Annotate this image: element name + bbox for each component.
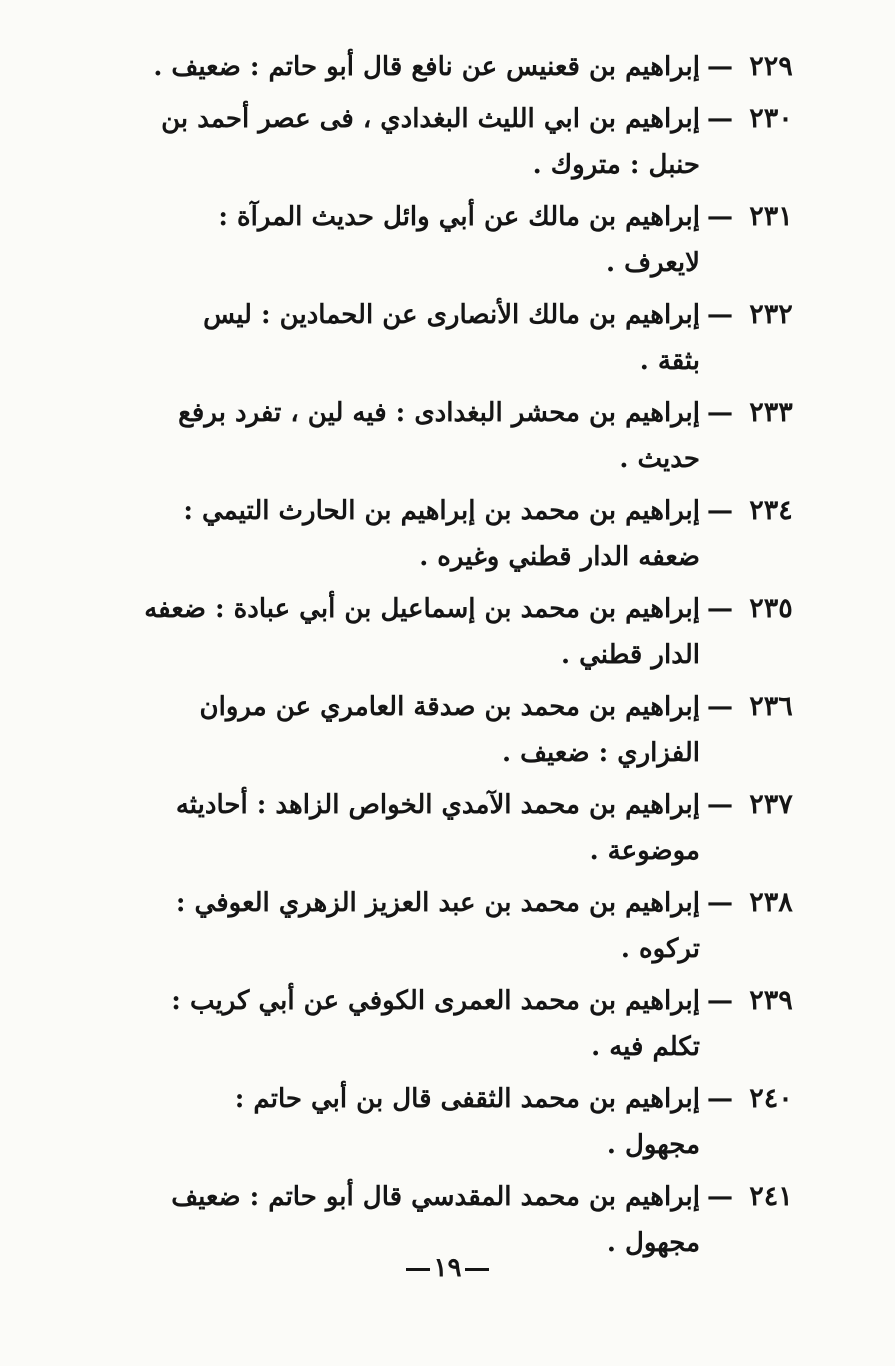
entry-text: [130, 586, 700, 678]
entry-text: [130, 194, 700, 286]
page-number-dash-left: [406, 1268, 430, 1271]
entry-item: [130, 194, 802, 286]
entry-text: [130, 1076, 700, 1168]
entry-text-line: إبراهيم بن محمد الثقفى قال بن أبي حاتم :: [234, 1084, 700, 1114]
entry-item: [130, 978, 802, 1070]
entry-text-line: إبراهيم بن محمد العمرى الكوفي عن أبي كريب :: [171, 986, 700, 1016]
entry-text: [130, 880, 700, 972]
entry-text-line: موضوعة .: [589, 836, 700, 866]
entry-item: [130, 586, 802, 678]
entry-item: [130, 782, 802, 874]
entry-dash: —: [707, 594, 733, 624]
entry-item: [130, 1076, 802, 1168]
entry-number: ٢٣٨: [749, 887, 793, 918]
entry-text-line: إبراهيم بن مالك الأنصارى عن الحمادين : ليس: [203, 300, 700, 330]
entry-text-line: إبراهيم بن محمد بن إسماعيل بن أبي عبادة : ضعفه: [144, 594, 700, 624]
entry-text: [130, 978, 700, 1070]
entry-text: [130, 390, 700, 482]
entry-text-line: إبراهيم بن محشر البغدادى : فيه لين ، تفرد برفع: [178, 398, 700, 428]
entry-number: ٢٤١: [749, 1181, 793, 1212]
entry-number: ٢٣٦: [749, 691, 793, 722]
entry-dash: —: [707, 398, 733, 428]
entry-number: ٢٣٩: [749, 985, 793, 1016]
entry-dash: —: [707, 496, 733, 526]
entry-text: [130, 684, 700, 776]
entry-text-line: مجهول .: [606, 1228, 700, 1258]
entry-item: [130, 96, 802, 188]
entry-item: [130, 44, 802, 90]
entry-number: ٢٣١: [749, 201, 793, 232]
entry-dash: —: [707, 1084, 733, 1114]
entry-text-line: الفزاري : ضعيف .: [502, 738, 700, 768]
entry-number: ٢٣٠: [749, 103, 793, 134]
page-number-text: ١٩: [433, 1253, 462, 1283]
entry-number: ٢٣٥: [749, 593, 793, 624]
entry-text-line: إبراهيم بن محمد بن صدقة العامري عن مروان: [199, 692, 700, 722]
entry-item: [130, 292, 802, 384]
entry-dash: —: [707, 1182, 733, 1212]
entry-item: [130, 488, 802, 580]
entry-number: ٢٣٣: [749, 397, 793, 428]
entry-text-line: حنبل : متروك .: [532, 150, 700, 180]
entry-item: [130, 684, 802, 776]
entry-item: [130, 880, 802, 972]
entry-item: [130, 390, 802, 482]
entry-text-line: إبراهيم بن محمد بن عبد العزيز الزهري العوفي :: [175, 888, 700, 918]
entry-text-line: الدار قطني .: [560, 640, 700, 670]
entry-text-line: حديث .: [619, 444, 700, 474]
entry-text: [130, 292, 700, 384]
entry-text-line: إبراهيم بن مالك عن أبي وائل حديث المرآة :: [218, 202, 700, 232]
entry-text-line: إبراهيم بن محمد بن إبراهيم بن الحارث التيمي :: [183, 496, 700, 526]
entry-text-line: إبراهيم بن قعنيس عن نافع قال أبو حاتم : ضعيف .: [153, 52, 700, 82]
entry-dash: —: [707, 202, 733, 232]
entry-text: [130, 488, 700, 580]
entry-number: ٢٢٩: [749, 51, 793, 82]
entry-text-line: مجهول .: [606, 1130, 700, 1160]
entry-number: ٢٣٧: [749, 789, 793, 820]
page-number-dash-right: [465, 1268, 489, 1271]
entry-number: ٢٣٤: [749, 495, 793, 526]
entry-dash: —: [707, 888, 733, 918]
entry-dash: —: [707, 692, 733, 722]
entry-text-line: إبراهيم بن محمد الآمدي الخواص الزاهد : أحاديثه: [175, 790, 700, 820]
entry-text: [130, 782, 700, 874]
entry-list: [130, 44, 802, 1272]
entry-text: [130, 96, 700, 188]
entry-text-line: إبراهيم بن ابي الليث البغدادي ، فى عصر أحمد بن: [161, 104, 700, 134]
page-number: [0, 1248, 895, 1288]
entry-number: ٢٤٠: [749, 1083, 793, 1114]
entry-dash: —: [707, 104, 733, 134]
entry-dash: —: [707, 300, 733, 330]
entry-text-line: إبراهيم بن محمد المقدسي قال أبو حاتم : ضعيف: [171, 1182, 700, 1212]
entry-dash: —: [707, 52, 733, 82]
entry-dash: —: [707, 790, 733, 820]
entry-text-line: تكلم فيه .: [591, 1032, 700, 1062]
entry-text: [130, 44, 700, 90]
entry-text-line: تركوه .: [620, 934, 700, 964]
entry-text-line: لايعرف .: [605, 248, 700, 278]
entry-dash: —: [707, 986, 733, 1016]
entry-number: ٢٣٢: [749, 299, 793, 330]
entry-text-line: بثقة .: [639, 346, 700, 376]
entry-text-line: ضعفه الدار قطني وغيره .: [419, 542, 700, 572]
